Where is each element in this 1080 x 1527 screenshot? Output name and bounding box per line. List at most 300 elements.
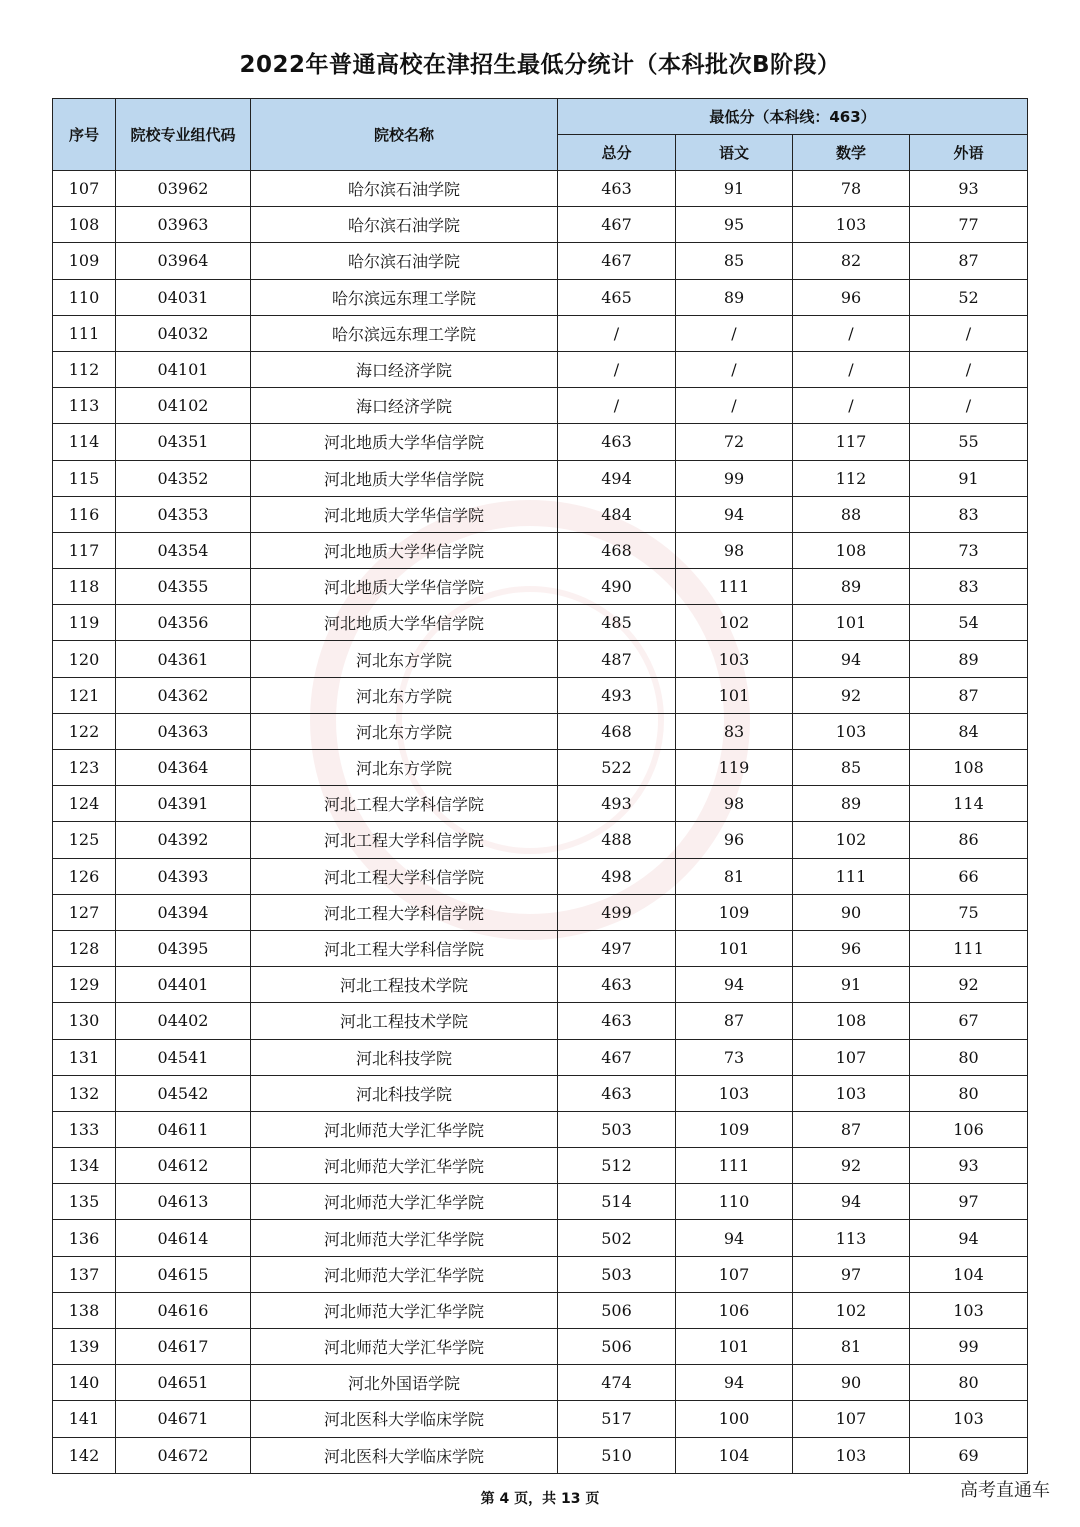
- cell-math: 117: [793, 424, 910, 460]
- cell-seq: 121: [53, 677, 116, 713]
- cell-math: 78: [793, 171, 910, 207]
- cell-total: 498: [558, 858, 676, 894]
- cell-name: 河北师范大学汇华学院: [251, 1329, 558, 1365]
- cell-code: 04101: [116, 351, 251, 387]
- table-row: [53, 243, 1028, 279]
- cell-name: 河北师范大学汇华学院: [251, 1220, 558, 1256]
- table-header: [53, 99, 1028, 171]
- cell-seq: 109: [53, 243, 116, 279]
- cell-chinese: 104: [676, 1437, 793, 1473]
- cell-code: 03964: [116, 243, 251, 279]
- cell-chinese: 109: [676, 894, 793, 930]
- table-row: [53, 424, 1028, 460]
- cell-math: 111: [793, 858, 910, 894]
- cell-total: 506: [558, 1329, 676, 1365]
- cell-math: 92: [793, 677, 910, 713]
- cell-name: 河北地质大学华信学院: [251, 496, 558, 532]
- cell-foreign: 80: [910, 1075, 1028, 1111]
- cell-chinese: 107: [676, 1256, 793, 1292]
- cell-foreign: 80: [910, 1039, 1028, 1075]
- cell-total: 463: [558, 171, 676, 207]
- cell-code: 04617: [116, 1329, 251, 1365]
- table-row: [53, 1148, 1028, 1184]
- header-code: 院校专业组代码: [116, 99, 251, 171]
- table-row: [53, 1437, 1028, 1473]
- cell-foreign: 55: [910, 424, 1028, 460]
- table-row: [53, 1003, 1028, 1039]
- table-row: [53, 677, 1028, 713]
- cell-code: 04362: [116, 677, 251, 713]
- cell-total: 467: [558, 243, 676, 279]
- cell-total: 487: [558, 641, 676, 677]
- table-row: [53, 1039, 1028, 1075]
- header-seq: 序号: [53, 99, 116, 171]
- cell-seq: 114: [53, 424, 116, 460]
- table-row: [53, 786, 1028, 822]
- cell-foreign: 73: [910, 532, 1028, 568]
- page-title: 2022年普通高校在津招生最低分统计（本科批次B阶段）: [239, 52, 841, 78]
- cell-code: 04613: [116, 1184, 251, 1220]
- cell-chinese: 99: [676, 460, 793, 496]
- cell-chinese: 73: [676, 1039, 793, 1075]
- table-row: [53, 532, 1028, 568]
- cell-seq: 116: [53, 496, 116, 532]
- cell-seq: 108: [53, 207, 116, 243]
- header-chinese: 语文: [676, 135, 793, 171]
- cell-code: 04615: [116, 1256, 251, 1292]
- cell-foreign: 108: [910, 750, 1028, 786]
- cell-math: 90: [793, 894, 910, 930]
- cell-name: 河北师范大学汇华学院: [251, 1111, 558, 1147]
- table-row: [53, 750, 1028, 786]
- cell-code: 04363: [116, 713, 251, 749]
- cell-chinese: 119: [676, 750, 793, 786]
- cell-math: /: [793, 351, 910, 387]
- cell-total: 465: [558, 279, 676, 315]
- cell-chinese: 95: [676, 207, 793, 243]
- cell-math: 90: [793, 1365, 910, 1401]
- cell-total: 517: [558, 1401, 676, 1437]
- cell-seq: 132: [53, 1075, 116, 1111]
- cell-name: 河北地质大学华信学院: [251, 605, 558, 641]
- cell-total: 467: [558, 1039, 676, 1075]
- cell-total: 493: [558, 786, 676, 822]
- table-row: [53, 1111, 1028, 1147]
- cell-name: 河北师范大学汇华学院: [251, 1292, 558, 1328]
- cell-math: 103: [793, 207, 910, 243]
- table-row: [53, 207, 1028, 243]
- cell-foreign: 67: [910, 1003, 1028, 1039]
- cell-name: 河北工程大学科信学院: [251, 858, 558, 894]
- cell-chinese: 91: [676, 171, 793, 207]
- cell-math: 91: [793, 967, 910, 1003]
- cell-chinese: 101: [676, 677, 793, 713]
- score-table: [52, 98, 1028, 1474]
- table-row: [53, 388, 1028, 424]
- cell-math: 97: [793, 1256, 910, 1292]
- table-row: [53, 569, 1028, 605]
- header-total: 总分: [558, 135, 676, 171]
- cell-code: 04032: [116, 315, 251, 351]
- header-min-score: 最低分（本科线：463）: [558, 99, 1028, 135]
- cell-code: 04102: [116, 388, 251, 424]
- cell-total: 514: [558, 1184, 676, 1220]
- cell-seq: 126: [53, 858, 116, 894]
- cell-math: 113: [793, 1220, 910, 1256]
- cell-math: 107: [793, 1039, 910, 1075]
- cell-foreign: 111: [910, 930, 1028, 966]
- cell-seq: 107: [53, 171, 116, 207]
- cell-code: 04364: [116, 750, 251, 786]
- cell-seq: 120: [53, 641, 116, 677]
- cell-name: 哈尔滨石油学院: [251, 207, 558, 243]
- cell-chinese: 111: [676, 569, 793, 605]
- table-row: [53, 641, 1028, 677]
- cell-name: 河北东方学院: [251, 677, 558, 713]
- table-row: [53, 315, 1028, 351]
- cell-code: 04542: [116, 1075, 251, 1111]
- table-row: [53, 1075, 1028, 1111]
- cell-total: 468: [558, 713, 676, 749]
- cell-foreign: 52: [910, 279, 1028, 315]
- table-row: [53, 967, 1028, 1003]
- cell-foreign: 99: [910, 1329, 1028, 1365]
- cell-total: 463: [558, 967, 676, 1003]
- cell-total: 493: [558, 677, 676, 713]
- cell-chinese: 94: [676, 1365, 793, 1401]
- cell-math: 96: [793, 279, 910, 315]
- cell-chinese: 85: [676, 243, 793, 279]
- cell-math: 81: [793, 1329, 910, 1365]
- cell-total: /: [558, 351, 676, 387]
- cell-seq: 141: [53, 1401, 116, 1437]
- cell-chinese: 81: [676, 858, 793, 894]
- cell-chinese: 94: [676, 1220, 793, 1256]
- cell-math: 103: [793, 713, 910, 749]
- cell-total: 494: [558, 460, 676, 496]
- cell-code: 04402: [116, 1003, 251, 1039]
- cell-foreign: /: [910, 351, 1028, 387]
- cell-seq: 117: [53, 532, 116, 568]
- cell-code: 04541: [116, 1039, 251, 1075]
- cell-chinese: 100: [676, 1401, 793, 1437]
- cell-total: 490: [558, 569, 676, 605]
- table-row: [53, 1329, 1028, 1365]
- cell-foreign: /: [910, 315, 1028, 351]
- table-row: [53, 822, 1028, 858]
- cell-math: 102: [793, 1292, 910, 1328]
- cell-seq: 118: [53, 569, 116, 605]
- cell-foreign: 103: [910, 1292, 1028, 1328]
- cell-code: 04672: [116, 1437, 251, 1473]
- cell-name: 哈尔滨远东理工学院: [251, 315, 558, 351]
- table-row: [53, 171, 1028, 207]
- cell-name: 哈尔滨石油学院: [251, 243, 558, 279]
- cell-seq: 115: [53, 460, 116, 496]
- cell-total: 468: [558, 532, 676, 568]
- brand-label: 高考直通车: [960, 1480, 1050, 1501]
- cell-foreign: 87: [910, 243, 1028, 279]
- cell-code: 03962: [116, 171, 251, 207]
- cell-foreign: 91: [910, 460, 1028, 496]
- cell-seq: 139: [53, 1329, 116, 1365]
- cell-name: 河北工程大学科信学院: [251, 822, 558, 858]
- table-row: [53, 1401, 1028, 1437]
- cell-code: 04612: [116, 1148, 251, 1184]
- cell-chinese: 102: [676, 605, 793, 641]
- cell-chinese: 103: [676, 1075, 793, 1111]
- table-row: [53, 279, 1028, 315]
- cell-seq: 111: [53, 315, 116, 351]
- cell-total: /: [558, 315, 676, 351]
- cell-name: 河北科技学院: [251, 1075, 558, 1111]
- cell-seq: 142: [53, 1437, 116, 1473]
- cell-seq: 136: [53, 1220, 116, 1256]
- cell-math: 103: [793, 1075, 910, 1111]
- cell-total: 522: [558, 750, 676, 786]
- cell-foreign: /: [910, 388, 1028, 424]
- cell-math: 89: [793, 786, 910, 822]
- cell-foreign: 75: [910, 894, 1028, 930]
- cell-name: 河北地质大学华信学院: [251, 532, 558, 568]
- cell-name: 河北师范大学汇华学院: [251, 1148, 558, 1184]
- table-body: [53, 171, 1028, 1474]
- cell-math: 89: [793, 569, 910, 605]
- header-name: 院校名称: [251, 99, 558, 171]
- cell-name: 海口经济学院: [251, 388, 558, 424]
- cell-chinese: 94: [676, 967, 793, 1003]
- cell-foreign: 77: [910, 207, 1028, 243]
- cell-math: 101: [793, 605, 910, 641]
- cell-chinese: 96: [676, 822, 793, 858]
- cell-chinese: 87: [676, 1003, 793, 1039]
- cell-seq: 122: [53, 713, 116, 749]
- cell-name: 河北工程大学科信学院: [251, 894, 558, 930]
- cell-math: 88: [793, 496, 910, 532]
- cell-chinese: /: [676, 388, 793, 424]
- cell-chinese: 83: [676, 713, 793, 749]
- cell-name: 河北科技学院: [251, 1039, 558, 1075]
- cell-total: 503: [558, 1256, 676, 1292]
- cell-name: 海口经济学院: [251, 351, 558, 387]
- cell-name: 河北地质大学华信学院: [251, 569, 558, 605]
- cell-code: 04616: [116, 1292, 251, 1328]
- cell-code: 04031: [116, 279, 251, 315]
- header-foreign: 外语: [910, 135, 1028, 171]
- cell-foreign: 83: [910, 496, 1028, 532]
- table-row: [53, 1256, 1028, 1292]
- cell-name: 河北师范大学汇华学院: [251, 1184, 558, 1220]
- table-row: [53, 1292, 1028, 1328]
- cell-foreign: 104: [910, 1256, 1028, 1292]
- table-row: [53, 1365, 1028, 1401]
- cell-code: 04391: [116, 786, 251, 822]
- cell-name: 哈尔滨石油学院: [251, 171, 558, 207]
- table-row: [53, 1220, 1028, 1256]
- cell-name: 河北医科大学临床学院: [251, 1437, 558, 1473]
- cell-chinese: 94: [676, 496, 793, 532]
- cell-name: 河北东方学院: [251, 641, 558, 677]
- cell-seq: 128: [53, 930, 116, 966]
- cell-name: 河北地质大学华信学院: [251, 424, 558, 460]
- cell-seq: 125: [53, 822, 116, 858]
- cell-chinese: 103: [676, 641, 793, 677]
- cell-total: 485: [558, 605, 676, 641]
- cell-chinese: 110: [676, 1184, 793, 1220]
- cell-chinese: 98: [676, 786, 793, 822]
- cell-total: /: [558, 388, 676, 424]
- table-row: [53, 605, 1028, 641]
- cell-name: 河北地质大学华信学院: [251, 460, 558, 496]
- cell-foreign: 106: [910, 1111, 1028, 1147]
- cell-chinese: 109: [676, 1111, 793, 1147]
- cell-name: 河北工程技术学院: [251, 967, 558, 1003]
- table-row: [53, 351, 1028, 387]
- cell-seq: 123: [53, 750, 116, 786]
- cell-seq: 110: [53, 279, 116, 315]
- cell-total: 497: [558, 930, 676, 966]
- cell-seq: 133: [53, 1111, 116, 1147]
- cell-code: 03963: [116, 207, 251, 243]
- cell-code: 04611: [116, 1111, 251, 1147]
- cell-name: 河北东方学院: [251, 750, 558, 786]
- table-row: [53, 713, 1028, 749]
- cell-name: 河北师范大学汇华学院: [251, 1256, 558, 1292]
- cell-math: /: [793, 388, 910, 424]
- cell-foreign: 89: [910, 641, 1028, 677]
- cell-chinese: 106: [676, 1292, 793, 1328]
- cell-code: 04651: [116, 1365, 251, 1401]
- cell-math: 103: [793, 1437, 910, 1473]
- cell-foreign: 103: [910, 1401, 1028, 1437]
- table-row: [53, 460, 1028, 496]
- header-math: 数学: [793, 135, 910, 171]
- cell-math: 94: [793, 641, 910, 677]
- cell-foreign: 84: [910, 713, 1028, 749]
- cell-foreign: 83: [910, 569, 1028, 605]
- cell-name: 河北医科大学临床学院: [251, 1401, 558, 1437]
- table-row: [53, 858, 1028, 894]
- cell-code: 04392: [116, 822, 251, 858]
- cell-foreign: 93: [910, 171, 1028, 207]
- cell-total: 503: [558, 1111, 676, 1147]
- cell-math: 108: [793, 1003, 910, 1039]
- cell-total: 467: [558, 207, 676, 243]
- cell-seq: 113: [53, 388, 116, 424]
- cell-foreign: 97: [910, 1184, 1028, 1220]
- cell-name: 哈尔滨远东理工学院: [251, 279, 558, 315]
- cell-foreign: 87: [910, 677, 1028, 713]
- cell-seq: 134: [53, 1148, 116, 1184]
- cell-chinese: 101: [676, 930, 793, 966]
- cell-seq: 138: [53, 1292, 116, 1328]
- cell-total: 510: [558, 1437, 676, 1473]
- cell-math: 87: [793, 1111, 910, 1147]
- cell-seq: 140: [53, 1365, 116, 1401]
- table-row: [53, 496, 1028, 532]
- cell-chinese: /: [676, 351, 793, 387]
- cell-code: 04351: [116, 424, 251, 460]
- cell-total: 488: [558, 822, 676, 858]
- cell-seq: 124: [53, 786, 116, 822]
- cell-math: /: [793, 315, 910, 351]
- cell-chinese: 98: [676, 532, 793, 568]
- cell-foreign: 93: [910, 1148, 1028, 1184]
- cell-total: 512: [558, 1148, 676, 1184]
- cell-math: 94: [793, 1184, 910, 1220]
- cell-total: 474: [558, 1365, 676, 1401]
- cell-total: 484: [558, 496, 676, 532]
- cell-foreign: 66: [910, 858, 1028, 894]
- cell-math: 102: [793, 822, 910, 858]
- cell-code: 04361: [116, 641, 251, 677]
- cell-seq: 131: [53, 1039, 116, 1075]
- cell-foreign: 94: [910, 1220, 1028, 1256]
- table-row: [53, 1184, 1028, 1220]
- cell-name: 河北外国语学院: [251, 1365, 558, 1401]
- cell-math: 85: [793, 750, 910, 786]
- cell-code: 04614: [116, 1220, 251, 1256]
- cell-chinese: 101: [676, 1329, 793, 1365]
- cell-seq: 129: [53, 967, 116, 1003]
- cell-foreign: 80: [910, 1365, 1028, 1401]
- cell-total: 499: [558, 894, 676, 930]
- cell-chinese: 72: [676, 424, 793, 460]
- cell-total: 506: [558, 1292, 676, 1328]
- cell-name: 河北工程技术学院: [251, 1003, 558, 1039]
- cell-math: 92: [793, 1148, 910, 1184]
- cell-seq: 127: [53, 894, 116, 930]
- table-row: [53, 894, 1028, 930]
- cell-math: 82: [793, 243, 910, 279]
- cell-math: 107: [793, 1401, 910, 1437]
- cell-code: 04401: [116, 967, 251, 1003]
- table-row: [53, 930, 1028, 966]
- cell-seq: 112: [53, 351, 116, 387]
- cell-name: 河北工程大学科信学院: [251, 930, 558, 966]
- cell-total: 463: [558, 1003, 676, 1039]
- cell-name: 河北东方学院: [251, 713, 558, 749]
- cell-total: 502: [558, 1220, 676, 1256]
- cell-total: 463: [558, 424, 676, 460]
- cell-math: 108: [793, 532, 910, 568]
- cell-code: 04355: [116, 569, 251, 605]
- cell-seq: 119: [53, 605, 116, 641]
- cell-seq: 137: [53, 1256, 116, 1292]
- cell-chinese: /: [676, 315, 793, 351]
- cell-foreign: 92: [910, 967, 1028, 1003]
- cell-code: 04352: [116, 460, 251, 496]
- cell-name: 河北工程大学科信学院: [251, 786, 558, 822]
- cell-seq: 135: [53, 1184, 116, 1220]
- cell-foreign: 54: [910, 605, 1028, 641]
- cell-math: 96: [793, 930, 910, 966]
- cell-foreign: 114: [910, 786, 1028, 822]
- cell-math: 112: [793, 460, 910, 496]
- cell-seq: 130: [53, 1003, 116, 1039]
- cell-chinese: 89: [676, 279, 793, 315]
- cell-code: 04393: [116, 858, 251, 894]
- cell-code: 04395: [116, 930, 251, 966]
- cell-code: 04394: [116, 894, 251, 930]
- cell-foreign: 86: [910, 822, 1028, 858]
- cell-code: 04671: [116, 1401, 251, 1437]
- cell-code: 04353: [116, 496, 251, 532]
- cell-foreign: 69: [910, 1437, 1028, 1473]
- cell-code: 04356: [116, 605, 251, 641]
- page-footer: 第 4 页，共 13 页: [480, 1491, 600, 1507]
- cell-code: 04354: [116, 532, 251, 568]
